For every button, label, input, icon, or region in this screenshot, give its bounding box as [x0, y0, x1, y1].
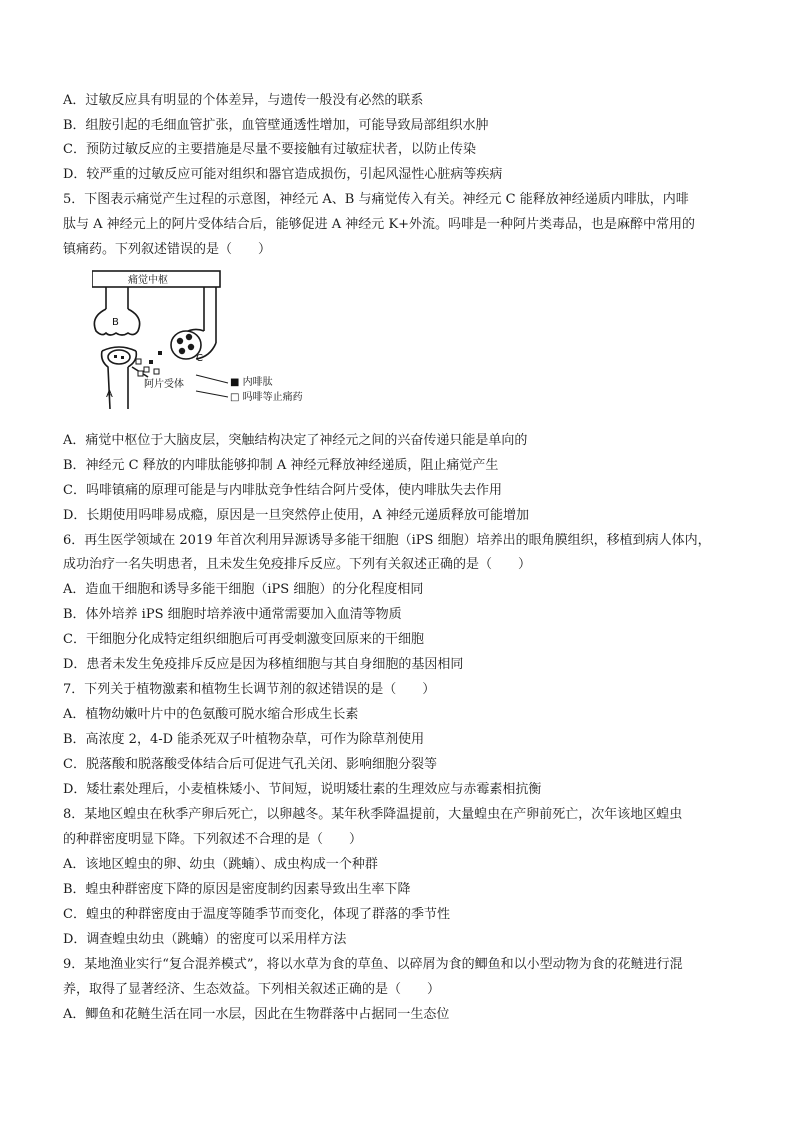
option-5c: C．吗啡镇痛的原理可能是与内啡肽竞争性结合阿片受体，使内啡肽失去作用 — [63, 483, 502, 498]
option-8d: D．调查蝗虫幼虫（跳蝻）的密度可以采用样方法 — [63, 932, 347, 947]
pain-center-label: 痛觉中枢 — [128, 275, 168, 286]
option-4a: A．过敏反应具有明显的个体差异，与遗传一般没有必然的联系 — [63, 93, 424, 108]
legend-endorphin: ■ 内啡肽 — [230, 377, 273, 388]
option-6d: D．患者未发生免疫排斥反应是因为移植细胞与其自身细胞的基因相同 — [63, 657, 464, 672]
option-5d: D．长期使用吗啡易成瘾，原因是一旦突然停止使用，A 神经元递质释放可能增加 — [63, 508, 529, 523]
neuron-a-label: A — [106, 389, 113, 400]
option-6a: A．造血干细胞和诱导多能干细胞（iPS 细胞）的分化程度相同 — [63, 582, 424, 597]
question-9-line-1: 9．某地渔业实行“复合混养模式”，将以水草为食的草鱼、以碎屑为食的鲫鱼和以小型动物为食的花鲢进行混 — [63, 957, 683, 972]
neuron-c-label: C — [196, 353, 203, 364]
neuron-b-label: B — [112, 317, 119, 328]
option-8a: A．该地区蝗虫的卵、幼虫（跳蝻）、成虫构成一个种群 — [63, 857, 378, 872]
option-9a: A．鲫鱼和花鲢生活在同一水层，因此在生物群落中占据同一生态位 — [63, 1007, 450, 1022]
option-5a: A．痛觉中枢位于大脑皮层，突触结构决定了神经元之间的兴奋传递只能是单向的 — [63, 433, 528, 448]
option-4c: C．预防过敏反应的主要措施是尽量不要接触有过敏症状者，以防止传染 — [63, 142, 476, 157]
option-6c: C．干细胞分化成特定组织细胞后可再受刺激变回原来的干细胞 — [63, 632, 424, 647]
question-7: 7．下列关于植物激素和植物生长调节剂的叙述错误的是（ ） — [63, 682, 436, 697]
question-9-line-2: 养，取得了显著经济、生态效益。下列相关叙述正确的是（ ） — [63, 982, 441, 997]
option-8c: C．蝗虫的种群密度由于温度等随季节而变化，体现了群落的季节性 — [63, 907, 450, 922]
pain-pathway-figure — [92, 267, 304, 417]
question-5-line-2: 肽与 A 神经元上的阿片受体结合后，能够促进 A 神经元 K+外流。吗啡是一种阿片类毒品，也是麻醉中常用的 — [63, 217, 696, 232]
question-8-line-1: 8．某地区蝗虫在秋季产卵后死亡，以卵越冬。某年秋季降温提前，大量蝗虫在产卵前死亡，次年该地区蝗虫 — [63, 807, 683, 822]
question-8-line-2: 的种群密度明显下降。下列叙述不合理的是（ ） — [63, 832, 363, 847]
option-4b: B．组胺引起的毛细血管扩张，血管壁通透性增加，可能导致局部组织水肿 — [63, 118, 489, 133]
option-7a: A．植物幼嫩叶片中的色氨酸可脱水缩合形成生长素 — [63, 707, 359, 722]
legend-morphine: □ 吗啡等止痛药 — [230, 392, 303, 403]
option-7d: D．矮壮素处理后，小麦植株矮小、节间短，说明矮壮素的生理效应与赤霉素相抗衡 — [63, 782, 542, 797]
option-8b: B．蝗虫种群密度下降的原因是密度制约因素导致出生率下降 — [63, 882, 411, 897]
question-6-line-1: 6．再生医学领域在 2019 年首次利用异源诱导多能干细胞（iPS 细胞）培养出的眼角膜组织，移植到病人体内， — [63, 533, 711, 548]
question-5-line-3: 镇痛药。下列叙述错误的是（ ） — [63, 242, 272, 257]
option-7b: B．高浓度 2，4-D 能杀死双子叶植物杂草，可作为除草剂使用 — [63, 732, 425, 747]
option-5b: B．神经元 C 释放的内啡肽能够抑制 A 神经元释放神经递质，阻止痛觉产生 — [63, 458, 499, 473]
option-6b: B．体外培养 iPS 细胞时培养液中通常需要加入血清等物质 — [63, 607, 402, 622]
option-4d: D．较严重的过敏反应可能对组织和器官造成损伤，引起风湿性心脏病等疾病 — [63, 167, 503, 182]
option-7c: C．脱落酸和脱落酸受体结合后可促进气孔关闭、影响细胞分裂等 — [63, 757, 437, 772]
question-6-line-2: 成功治疗一名失明患者，且未发生免疫排斥反应。下列有关叙述正确的是（ ） — [63, 557, 532, 572]
question-5-line-1: 5．下图表示痛觉产生过程的示意图，神经元 A、B 与痛觉传入有关。神经元 C 能释放神经递质内啡肽，内啡 — [63, 192, 689, 207]
opioid-receptor-label: 阿片受体 — [144, 379, 184, 390]
